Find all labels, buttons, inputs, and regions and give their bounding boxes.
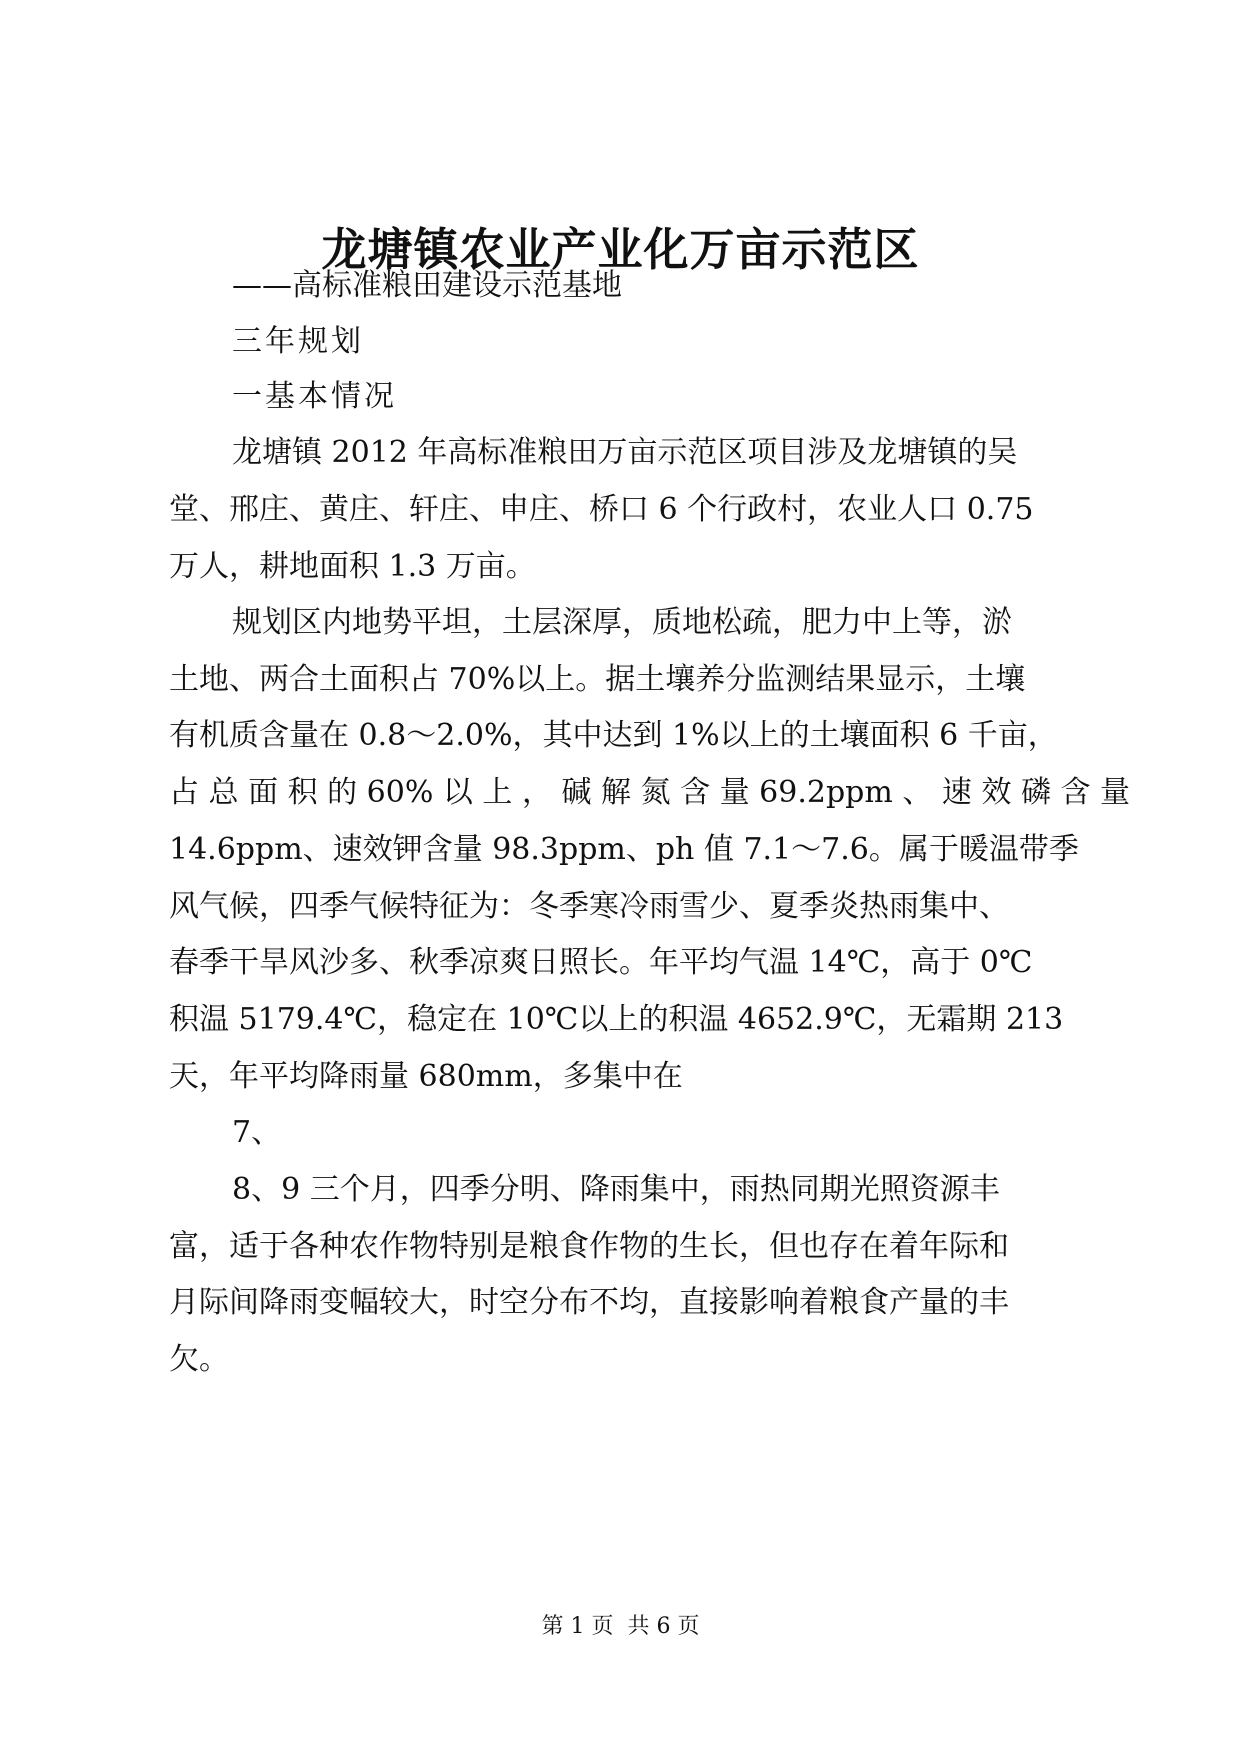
paragraph1-line: 万人，耕地面积 1.3 万亩。 — [169, 549, 536, 584]
paragraph2-line: 风气候，四季气候特征为：冬季寒冷雨雪少、夏季炎热雨集中、 — [169, 889, 1009, 924]
paragraph2-line: 规划区内地势平坦，土层深厚，质地松疏，肥力中上等，淤 — [232, 605, 1012, 640]
paragraph1-line: 龙塘镇 2012 年高标准粮田万亩示范区项目涉及龙塘镇的吴 — [232, 435, 1018, 470]
plan-label: 三年规划 — [232, 324, 364, 359]
paragraph2-line: 春季干旱风沙多、秋季凉爽日照长。年平均气温 14℃，高于 0℃ — [169, 945, 1033, 980]
page-footer: 第 1 页 共 6 页 — [541, 1614, 700, 1639]
paragraph3-line: 月际间降雨变幅较大，时空分布不均，直接影响着粮食产量的丰 — [169, 1285, 1009, 1320]
paragraph2-line: 占 总 面 积 的 60% 以 上 ， 碱 解 氮 含 量 69.2ppm 、 速 效 磷 含 量 — [169, 775, 1131, 810]
paragraph2-line: 积温 5179.4℃，稳定在 10℃以上的积温 4652.9℃，无霜期 213 — [169, 1002, 1064, 1037]
paragraph3-line: 富，适于各种农作物特别是粮食作物的生长，但也存在着年际和 — [169, 1229, 1009, 1264]
paragraph3-line: 8、9 三个月，四季分明、降雨集中，雨热同期光照资源丰 — [232, 1172, 1000, 1207]
paragraph2-line: 土地、两合土面积占 70%以上。据土壤养分监测结果显示，土壤 — [169, 662, 1026, 697]
paragraph2-line: 天，年平均降雨量 680mm，多集中在 — [169, 1059, 683, 1094]
document-subtitle: ——高标准粮田建设示范基地 — [232, 268, 622, 303]
paragraph2-line: 14.6ppm、速效钾含量 98.3ppm、ph 值 7.1～7.6。属于暖温带季 — [169, 832, 1079, 867]
paragraph3-line: 欠。 — [169, 1342, 229, 1377]
document-title: 龙塘镇农业产业化万亩示范区 — [321, 223, 920, 276]
fragment-line: 7、 — [232, 1115, 282, 1150]
paragraph2-line: 有机质含量在 0.8～2.0%，其中达到 1%以上的土壤面积 6 千亩， — [169, 718, 1058, 753]
section-heading: 一基本情况 — [232, 379, 397, 414]
paragraph1-line: 堂、邢庄、黄庄、轩庄、申庄、桥口 6 个行政村，农业人口 0.75 — [169, 492, 1034, 527]
